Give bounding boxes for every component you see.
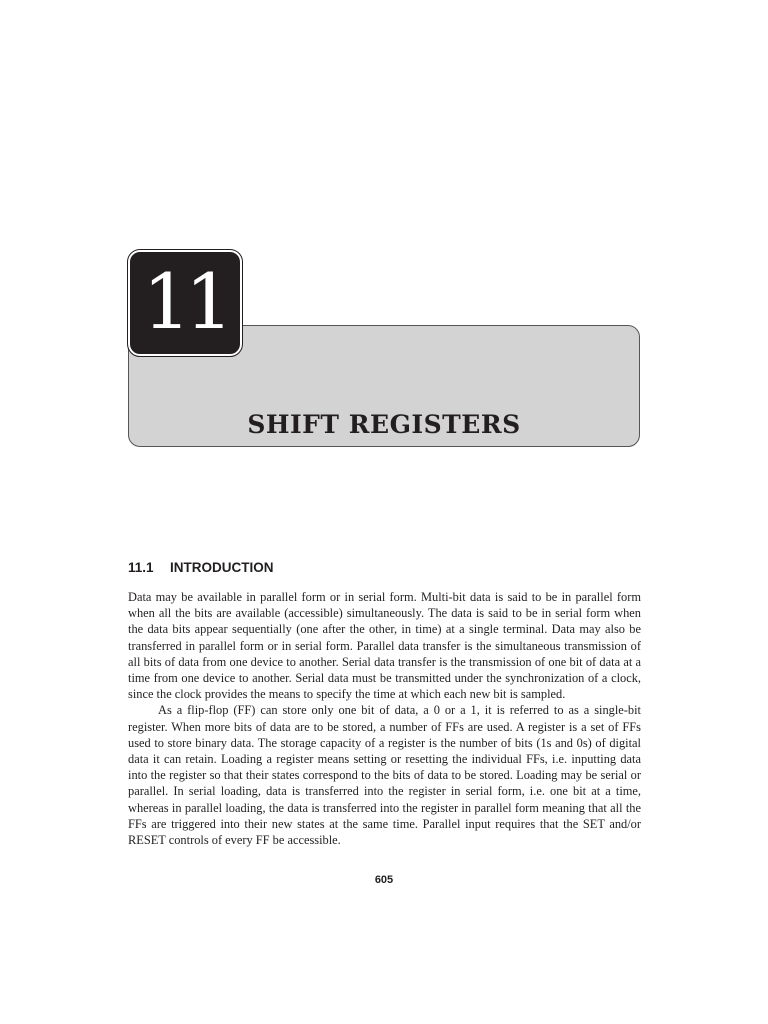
- chapter-number-box: [128, 250, 242, 356]
- section-title: INTRODUCTION: [170, 560, 274, 575]
- section-number: 11.1: [128, 560, 154, 575]
- body-text: [128, 589, 641, 848]
- chapter-title: SHIFT REGISTERS: [247, 410, 521, 439]
- paragraph: As a flip-flop (FF) can store only one bit of data, a 0 or a 1, it is referred to as a single-bit register. When more bits of data are to be stored, a number of FFs are used. A register is a set of FFs used to store binary data. The storage capacity of a register is the number of bits (1s and 0s) of digital data it can retain. Loading a register means setting or resetting the individual FFs, i.e. inputting data into the register so that their states correspond to the bits of data to be stored. Loading may be serial or parallel. In serial loading, data is transferred into the register in serial form, i.e. one bit at a time, whereas in parallel loading, the data is transferred into the register in parallel form meaning that all the FFs are triggered into their new states at the same time. Parallel input requires that the SET and/or RESET controls of every FF be accessible.: [128, 703, 641, 848]
- section-heading: [128, 560, 274, 575]
- page-number: 605: [374, 874, 394, 886]
- paragraph: Data may be available in parallel form or in serial form. Multi-bit data is said to be in parallel form when all the bits are available (accessible) simultaneously. The data is said to be in serial form when the data bits appear sequentially (one after the other, in time) at a single terminal. Data may also be transferred in parallel form or in serial form. Parallel data transfer is the simultaneous transmission of all bits of data from one device to another. Serial data transfer is the transmission of one bit of data at a time from one device to another. Serial data must be transmitted under the synchronization of a clock, since the clock provides the means to specify the time at which each new bit is sampled.: [128, 590, 641, 702]
- chapter-number: 11: [142, 257, 228, 346]
